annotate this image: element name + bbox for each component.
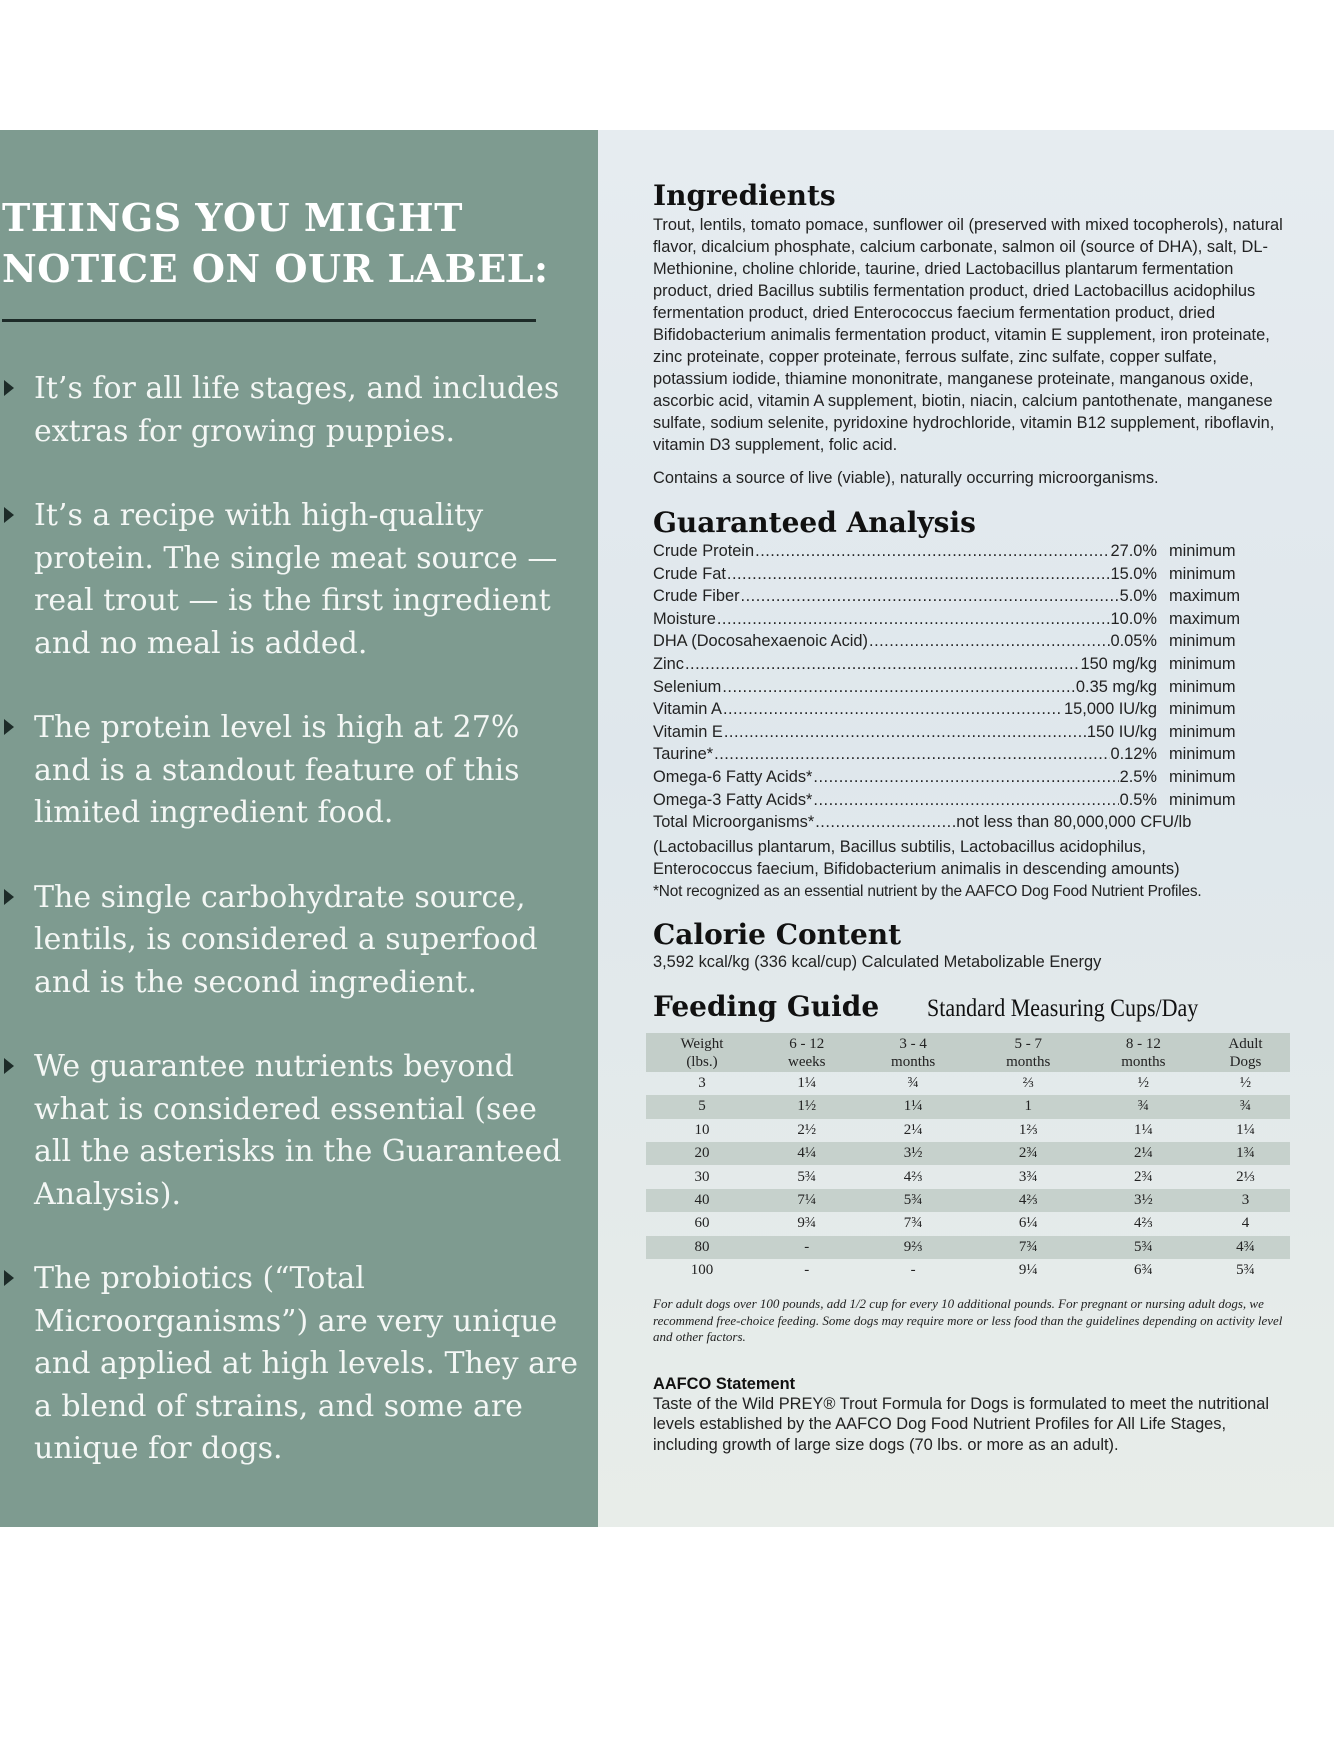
feeding-cell: - (804, 1262, 810, 1279)
arrow-bullet-icon (4, 380, 14, 396)
feeding-cell: ¾ (1201, 1095, 1290, 1118)
left-title-line-2: NOTICE ON OUR LABEL: (2, 246, 549, 291)
ga-row (653, 632, 1287, 655)
feeding-cell: 5¾ (1236, 1262, 1255, 1279)
bullet-text: We guarantee nutrients beyond what is considered essential (see all the asterisks in the Guaranteed Analysis). (34, 1049, 562, 1212)
feeding-cell: 3½ (1086, 1189, 1201, 1212)
feeding-cell: 1¾ (1201, 1142, 1290, 1165)
feeding-header-row (646, 1033, 1290, 1072)
feeding-row (646, 1165, 1290, 1188)
ga-row (653, 700, 1287, 723)
feeding-cell: ¾ (1086, 1095, 1201, 1118)
ga-label: Vitamin E (653, 722, 723, 741)
ga-qualifier: maximum (1169, 609, 1241, 628)
ga-value: 10.0% (1110, 609, 1157, 628)
ga-value: not less than 80,000,000 CFU/lb (956, 813, 1192, 832)
feeding-cell: 6¼ (1018, 1215, 1038, 1232)
ga-value: 15.0% (1110, 564, 1157, 583)
feeding-cell: ½ (1137, 1075, 1149, 1092)
feeding-cell: 2½ (797, 1121, 817, 1138)
ga-label: Omega-6 Fatty Acids* (653, 767, 813, 786)
ga-row (653, 542, 1287, 565)
feeding-cell: 7¾ (971, 1236, 1086, 1259)
feeding-cell: 9⅔ (856, 1236, 971, 1259)
feeding-heading-row (653, 991, 1293, 1023)
feeding-col-header: 8 - 12 months (1086, 1033, 1201, 1072)
feeding-cell: 7¼ (758, 1189, 856, 1212)
ingredients-heading: Ingredients (653, 179, 836, 212)
ga-qualifier: minimum (1169, 632, 1236, 651)
bullet-item (0, 877, 580, 1005)
feeding-cell: 3½ (856, 1142, 971, 1165)
ga-value: 0.12% (1110, 745, 1157, 764)
feeding-cell: 1⅔ (1018, 1121, 1038, 1138)
ga-row (653, 791, 1287, 814)
ga-label: Crude Protein (653, 542, 755, 560)
calorie-text: 3,592 kcal/kg (336 kcal/cup) Calculated Metabolizable Energy (653, 952, 1102, 971)
feeding-cell: 1¼ (797, 1075, 817, 1092)
ga-label: Crude Fiber (653, 587, 740, 606)
guaranteed-analysis-table (653, 542, 1287, 836)
arrow-bullet-icon (4, 889, 14, 905)
ga-qualifier: maximum (1169, 587, 1241, 606)
ga-label: Taurine* (653, 745, 714, 764)
arrow-bullet-icon (4, 719, 14, 735)
arrow-bullet-icon (4, 507, 14, 523)
ingredients-text: Trout, lentils, tomato pomace, sunflower oil (preserved with mixed tocopherols), natural flavor, dicalcium phosphate, calcium carbonate, salmon oil (source of DHA), salt, DL-Methionine, choline chloride, taurine, dried Lactobacillus plantarum fermentation product, dried Bacillus subtilis fermentation product, dried Lactobacillus acidophilus fermentation product, dried Enterococcus faecium fermentation product, dried Bifidobacterium animalis fermentation product, vitamin E supplement, iron proteinate, zinc proteinate, copper proteinate, ferrous sulfate, zinc sulfate, copper sulfate, potassium iodide, thiamine mononitrate, manganese proteinate, manganous oxide, ascorbic acid, vitamin A supplement, biotin, niacin, calcium pantothenate, manganese sulfate, sodium selenite, pyridoxine hydrochloride, vitamin B12 supplement, riboflavin, vitamin D3 supplement, folic acid. (653, 216, 1283, 454)
bullet-item (0, 368, 580, 453)
aafco-heading: AAFCO Statement (653, 1374, 796, 1393)
ga-row (653, 768, 1287, 791)
feeding-cell: 10 (694, 1121, 710, 1138)
feeding-cell: 4¾ (1201, 1236, 1290, 1259)
feeding-col-header: 3 - 4 months (856, 1033, 971, 1072)
bullet-text: The protein level is high at 27% and is a standout feature of this limited ingredient food. (34, 710, 520, 830)
feeding-cell: 1 (971, 1095, 1086, 1118)
feeding-cell: 6¾ (1133, 1262, 1153, 1279)
ga-value: 150 mg/kg (1080, 654, 1157, 673)
feeding-cell: 4¼ (758, 1142, 856, 1165)
feeding-cell: 3 (1201, 1189, 1290, 1212)
feeding-cell: - (758, 1236, 856, 1259)
guaranteed-analysis-heading: Guaranteed Analysis (653, 506, 976, 539)
left-panel (0, 130, 598, 1527)
feeding-cell: 4 (1241, 1215, 1250, 1232)
ga-value: 2.5% (1119, 767, 1157, 786)
feeding-cell: 1¼ (856, 1095, 971, 1118)
feeding-row (646, 1189, 1290, 1212)
feeding-cell: 2¼ (903, 1121, 923, 1138)
aafco-text: Taste of the Wild PREY® Trout Formula for Dogs is formulated to meet the nutritional levels established by the AAFCO Dog Food Nutrient Profiles for All Life Stages, including growth of large size dogs (70 lbs. or more as an adult). (653, 1394, 1270, 1454)
ga-label: Crude Fat (653, 564, 726, 583)
bullet-list (0, 368, 580, 1513)
feeding-table (646, 1033, 1290, 1283)
feeding-cell: 7¾ (903, 1215, 923, 1232)
ga-row (653, 587, 1287, 610)
ga-qualifier: minimum (1169, 745, 1236, 764)
ga-value: 0.35 mg/kg (1075, 677, 1157, 696)
ga-label: Zinc (653, 654, 684, 673)
feeding-subheading: Standard Measuring Cups/Day (927, 994, 1199, 1022)
label-content (653, 180, 1293, 1455)
calorie-heading: Calorie Content (653, 917, 902, 951)
arrow-bullet-icon (4, 1058, 14, 1074)
ga-value: 27.0% (1110, 542, 1157, 560)
feeding-cell: 30 (694, 1168, 710, 1185)
contains-text: Contains a source of live (viable), naturally occurring microorganisms. (653, 469, 1159, 487)
feeding-cell: 80 (646, 1236, 758, 1259)
feeding-row (646, 1212, 1290, 1235)
bullet-item (0, 1258, 580, 1471)
ga-row-microorganisms (653, 813, 1287, 836)
feeding-heading: Feeding Guide (653, 989, 880, 1023)
feeding-note: For adult dogs over 100 pounds, add 1/2 cup for every 10 additional pounds. For pregnant or nursing adult dogs, we recommend free-choice feeding. Some dogs may require more or less food than the guidelines depending on activity level and other factors. (653, 1296, 1283, 1345)
feeding-cell: 1½ (758, 1095, 856, 1118)
feeding-row (646, 1072, 1290, 1095)
ga-qualifier: minimum (1169, 722, 1236, 741)
ga-qualifier: minimum (1169, 564, 1236, 583)
arrow-bullet-icon (4, 1270, 14, 1286)
feeding-col-header: Weight (lbs.) (646, 1033, 758, 1072)
ga-value: 150 IU/kg (1086, 722, 1157, 741)
ga-footnote: *Not recognized as an essential nutrient by the AAFCO Dog Food Nutrient Profiles. (653, 882, 1202, 900)
feeding-cell: 20 (646, 1142, 758, 1165)
title-divider (2, 319, 536, 322)
bullet-text: The probiotics (“Total Microorganisms”) are very unique and applied at high levels. They are a blend of strains, and some are unique for dogs. (34, 1261, 579, 1466)
bullet-text: It’s a recipe with high-quality protein. The single meat source — real trout — is the first ingredient and no meal is added. (34, 498, 558, 661)
left-title-line-1: THINGS YOU MIGHT (2, 195, 463, 240)
ga-row (653, 565, 1287, 588)
feeding-cell: 3¾ (1018, 1168, 1038, 1185)
ga-row (653, 745, 1287, 768)
feeding-cell: 1¼ (1236, 1121, 1255, 1138)
ga-label: DHA (Docosahexaenoic Acid) (653, 632, 869, 651)
left-title (0, 192, 598, 294)
ga-label: Vitamin A (653, 700, 722, 719)
ga-label: Selenium (653, 677, 722, 696)
ga-qualifier: minimum (1169, 542, 1236, 560)
feeding-cell: 4⅔ (971, 1189, 1086, 1212)
feeding-cell: 4⅔ (1133, 1215, 1153, 1232)
ga-qualifier: minimum (1169, 790, 1236, 809)
feeding-cell: 40 (646, 1189, 758, 1212)
feeding-cell: ¾ (907, 1075, 919, 1092)
feeding-cell: 5¾ (797, 1168, 817, 1185)
feeding-cell: 2¾ (971, 1142, 1086, 1165)
strains-line-1: (Lactobacillus plantarum, Bacillus subtilis, Lactobacillus acidophilus, (653, 837, 1146, 856)
feeding-cell: 2¼ (1086, 1142, 1201, 1165)
feeding-cell: 5¾ (1086, 1236, 1201, 1259)
feeding-row (646, 1236, 1290, 1259)
ga-row (653, 723, 1287, 746)
feeding-cell: 4⅔ (903, 1168, 923, 1185)
feeding-cell: ½ (1239, 1075, 1252, 1092)
ga-label: Moisture (653, 609, 716, 628)
feeding-cell: 60 (694, 1215, 710, 1232)
ga-value: 15,000 IU/kg (1064, 700, 1157, 719)
ga-qualifier: minimum (1169, 700, 1236, 719)
ga-qualifier: minimum (1169, 767, 1236, 786)
feeding-col-header: Adult Dogs (1201, 1033, 1290, 1072)
ga-value: 0.05% (1110, 632, 1157, 651)
feeding-cell: 100 (690, 1262, 714, 1279)
bullet-item (0, 1046, 580, 1216)
feeding-cell: 2¾ (1133, 1168, 1153, 1185)
feeding-cell: ⅔ (1022, 1075, 1034, 1092)
bullet-item (0, 707, 580, 835)
ga-label: Omega-3 Fatty Acids* (653, 790, 813, 809)
bullet-text: The single carbohydrate source, lentils, is considered a superfood and is the second ingredient. (34, 879, 538, 1000)
feeding-col-header: 6 - 12 weeks (758, 1033, 856, 1072)
ga-value: 5.0% (1119, 587, 1157, 606)
ga-row (653, 678, 1287, 701)
feeding-row (646, 1095, 1290, 1118)
strains-line-2: Enterococcus faecium, Bifidobacterium animalis in descending amounts) (653, 860, 1180, 879)
feeding-cell: 5 (646, 1095, 758, 1118)
bullet-item (0, 495, 580, 665)
ga-value: 0.5% (1119, 790, 1157, 809)
feeding-cell: 2⅓ (1236, 1168, 1255, 1185)
ga-row (653, 610, 1287, 633)
ga-qualifier: minimum (1169, 677, 1236, 696)
feeding-row (646, 1142, 1290, 1165)
feeding-row (646, 1119, 1290, 1142)
feeding-cell: 9¾ (797, 1215, 817, 1232)
feeding-cell: 9¼ (1018, 1262, 1038, 1279)
feeding-col-header: 5 - 7 months (971, 1033, 1086, 1072)
feeding-cell: 3 (698, 1075, 706, 1092)
ga-qualifier: minimum (1169, 654, 1236, 673)
bullet-text: It’s for all life stages, and includes extras for growing puppies. (34, 371, 560, 449)
ga-row (653, 655, 1287, 678)
right-panel (598, 130, 1334, 1527)
feeding-row (646, 1259, 1290, 1282)
feeding-cell: 5¾ (856, 1189, 971, 1212)
ga-label: Total Microorganisms* (653, 813, 815, 832)
feeding-cell: 1¼ (1133, 1121, 1153, 1138)
feeding-cell: - (910, 1262, 916, 1279)
